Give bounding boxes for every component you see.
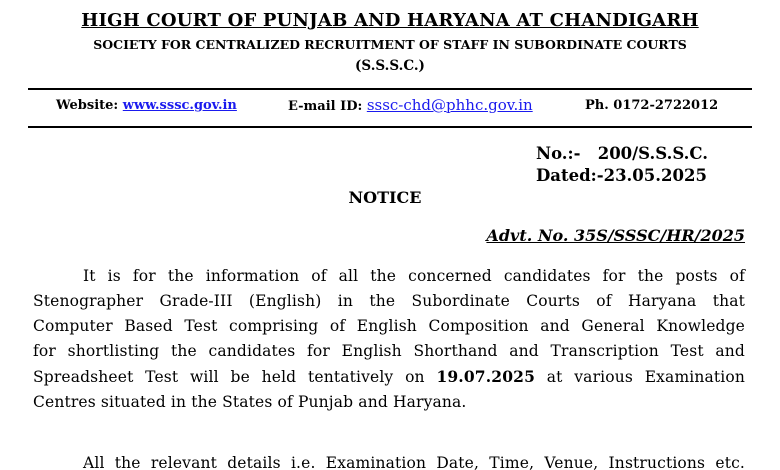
- line-5-text-end: at various Examination: [546, 368, 746, 386]
- header-divider-bottom: [28, 126, 752, 128]
- notice-heading: NOTICE: [348, 188, 422, 207]
- advertisement-number: Advt. No. 35S/SSSC/HR/2025: [486, 226, 745, 245]
- society-title: SOCIETY FOR CENTRALIZED RECRUITMENT OF STAFF IN SUBORDINATE COURTS: [93, 37, 687, 52]
- website-block: [56, 98, 237, 113]
- paragraph-1-line-4: for shortlisting the candidates for English Shorthand and Transcription Test and: [33, 342, 745, 360]
- court-title: HIGH COURT OF PUNJAB AND HARYANA AT CHANDIGARH: [81, 10, 699, 31]
- society-abbreviation: (S.S.S.C.): [355, 58, 425, 74]
- email-block: [288, 96, 533, 114]
- email-link[interactable]: sssc-chd@phhc.gov.in: [366, 96, 533, 114]
- website-label: Website:: [56, 98, 119, 113]
- paragraph-1-line-1: It is for the information of all the concerned candidates for the posts of: [83, 267, 745, 285]
- header-divider-top: [28, 88, 752, 90]
- paragraph-2-line-1: All the relevant details i.e. Examination Date, Time, Venue, Instructions etc.: [83, 454, 745, 470]
- paragraph-2: [33, 451, 745, 470]
- reference-number: No.:- 200/S.S.S.C.: [536, 144, 708, 163]
- email-label: E-mail ID:: [288, 99, 363, 114]
- exam-date: 19.07.2025: [436, 367, 536, 386]
- paragraph-1-line-6: Centres situated in the States of Punjab and Haryana.: [33, 393, 467, 411]
- paragraph-1-line-5: [33, 364, 745, 390]
- reference-date: Dated:-23.05.2025: [536, 166, 707, 185]
- website-link[interactable]: www.sssc.gov.in: [122, 98, 237, 113]
- line-5-text: Spreadsheet Test will be held tentatively on: [33, 368, 425, 386]
- paragraph-1-line-2: Stenographer Grade-III (English) in the Subordinate Courts of Haryana that: [33, 292, 745, 310]
- phone-number: Ph. 0172-2722012: [585, 98, 719, 113]
- paragraph-1: [33, 264, 745, 415]
- paragraph-1-line-3: Computer Based Test comprising of English Composition and General Knowledge: [33, 317, 745, 335]
